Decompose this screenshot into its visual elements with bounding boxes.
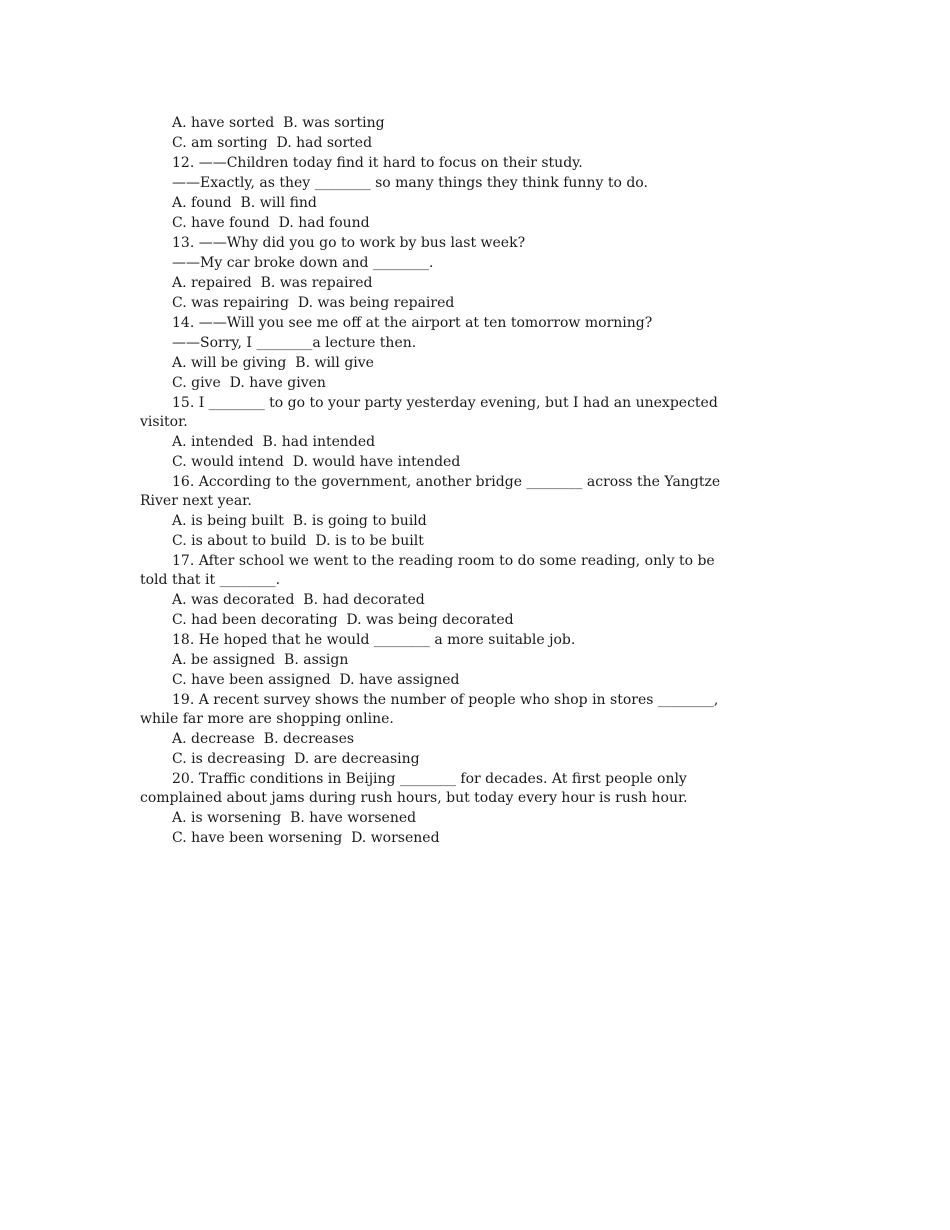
option-line: A. will be giving B. will give — [172, 355, 374, 371]
option-line: A. was decorated B. had decorated — [172, 592, 425, 608]
option-line: A. is worsening B. have worsened — [172, 810, 417, 826]
question-17-continued: told that it ________. — [140, 572, 281, 588]
dialogue-line: ——Sorry, I ________a lecture then. — [172, 335, 417, 351]
option-line: C. have found D. had found — [172, 215, 370, 231]
question-14: 14. ——Will you see me off at the airport at ten tomorrow morning? — [172, 315, 653, 331]
option-line: C. am sorting D. had sorted — [172, 135, 373, 151]
option-line: A. repaired B. was repaired — [172, 275, 373, 291]
question-15: 15. I ________ to go to your party yesterday evening, but I had an unexpected — [172, 395, 718, 411]
question-20-continued: complained about jams during rush hours, but today every hour is rush hour. — [140, 790, 688, 806]
option-line: C. is about to build D. is to be built — [172, 533, 424, 549]
question-text — [140, 113, 820, 848]
option-line: A. intended B. had intended — [172, 434, 376, 450]
option-line: A. is being built B. is going to build — [172, 513, 427, 529]
question-19: 19. A recent survey shows the number of people who shop in stores ________, — [172, 692, 719, 708]
question-18: 18. He hoped that he would ________ a more suitable job. — [172, 632, 576, 648]
question-16-continued: River next year. — [140, 493, 252, 509]
option-line: A. found B. will find — [172, 195, 317, 211]
option-line: C. was repairing D. was being repaired — [172, 295, 455, 311]
dialogue-line: ——Exactly, as they ________ so many things they think funny to do. — [172, 175, 648, 191]
option-line: C. would intend D. would have intended — [172, 454, 461, 470]
question-17: 17. After school we went to the reading room to do some reading, only to be — [172, 553, 715, 569]
dialogue-line: ——My car broke down and ________. — [172, 255, 434, 271]
question-16: 16. According to the government, another bridge ________ across the Yangtze — [172, 474, 721, 490]
option-line: A. be assigned B. assign — [172, 652, 349, 668]
option-line: C. give D. have given — [172, 375, 326, 391]
question-20: 20. Traffic conditions in Beijing ________ for decades. At first people only — [172, 771, 687, 787]
question-19-continued: while far more are shopping online. — [140, 711, 394, 727]
option-line: C. had been decorating D. was being decorated — [172, 612, 514, 628]
option-line: C. have been assigned D. have assigned — [172, 672, 460, 688]
option-line: C. is decreasing D. are decreasing — [172, 751, 420, 767]
option-line: A. decrease B. decreases — [172, 731, 355, 747]
question-15-continued: visitor. — [140, 414, 188, 430]
option-line: A. have sorted B. was sorting — [172, 115, 385, 131]
question-12: 12. ——Children today find it hard to focus on their study. — [172, 155, 583, 171]
option-line: C. have been worsening D. worsened — [172, 830, 440, 846]
question-13: 13. ——Why did you go to work by bus last week? — [172, 235, 526, 251]
